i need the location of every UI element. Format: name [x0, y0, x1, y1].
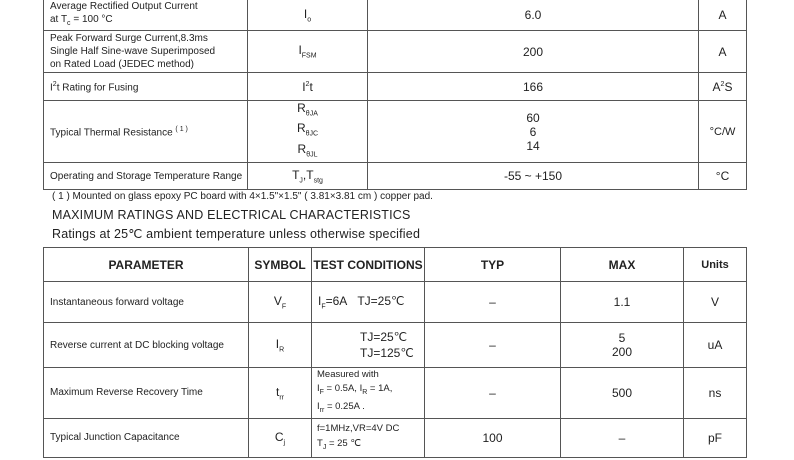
table-row — [44, 0, 747, 31]
table-row — [44, 73, 747, 101]
param-line: at $T_c = 100$ °C — [50, 14, 113, 27]
table-row — [44, 101, 747, 163]
unit-cell: uA — [684, 323, 747, 368]
param-cell: Typical Junction Capacitance — [44, 418, 249, 457]
symbol-cell: $I_{FSM}$ — [248, 31, 368, 73]
symbol-cell: $t_{rr}$ — [249, 368, 312, 419]
condition-cell: $I_F=6A$ TJ=25℃ — [312, 282, 425, 323]
header-test-conditions: TEST CONDITIONS — [312, 248, 425, 282]
condition-line: $I_{rr} = 0.25A$ . — [317, 400, 365, 414]
condition-cell — [312, 368, 425, 419]
section-subtitle: Ratings at 25℃ ambient temperature unless otherwise specified — [52, 227, 421, 241]
condition-cell — [312, 418, 425, 457]
symbol-cell: $V_F$ — [249, 282, 312, 323]
unit-cell: $A^2S$ — [699, 73, 747, 101]
footnote: ( 1 ) Mounted on glass epoxy PC board with 4×1.5"×1.5" ( 3.81×3.81 cm ) copper pad. — [52, 191, 433, 202]
header-row — [44, 248, 747, 282]
unit-cell: °C/W — [699, 101, 747, 163]
typ-cell: – — [425, 368, 561, 419]
header-max: MAX — [561, 248, 684, 282]
param-cell — [44, 31, 248, 73]
characteristics-table — [43, 247, 747, 458]
value-line: 6 — [529, 124, 537, 139]
table-row — [44, 163, 747, 190]
absolute-ratings-table — [43, 0, 747, 190]
table-row — [44, 323, 747, 368]
param-cell: Operating and Storage Temperature Range — [44, 163, 248, 190]
param-cell: Instantaneous forward voltage — [44, 282, 249, 323]
unit-cell: A — [699, 31, 747, 73]
table-row — [44, 31, 747, 73]
header-typ: TYP — [425, 248, 561, 282]
symbol-cell: $I_o$ — [248, 0, 368, 31]
value-cell: -55 ~ +150 — [368, 163, 699, 190]
unit-cell: ns — [684, 368, 747, 419]
param-line: Single Half Sine-wave Superimposed — [50, 46, 216, 57]
value-cell: 200 — [368, 31, 699, 73]
symbol-cell: $R_{\theta JA}$ $R_{\theta JC}$ $R_{\theta JL}$ — [248, 101, 368, 163]
symbol-cell: $I^2t$ — [248, 73, 368, 101]
max-cell: – — [561, 418, 684, 457]
param-line: Peak Forward Surge Current,8.3ms — [50, 33, 208, 44]
header-symbol: SYMBOL — [249, 248, 312, 282]
condition-line: TJ=25℃ — [360, 330, 408, 344]
param-cell: Maximum Reverse Recovery Time — [44, 368, 249, 419]
value-cell: 6.0 — [368, 0, 699, 31]
symbol-cell: $T_J,T_{stg}$ — [248, 163, 368, 190]
max-cell — [561, 323, 684, 368]
header-parameter: PARAMETER — [44, 248, 249, 282]
param-cell — [44, 0, 248, 31]
value-cell: 166 — [368, 73, 699, 101]
typ-cell: 100 — [425, 418, 561, 457]
param-line: Average Rectified Output Current — [50, 1, 198, 12]
condition-line: $T_J = 25$ ℃ — [317, 437, 362, 451]
condition-line: TJ=125℃ — [360, 346, 414, 360]
value-line: 60 — [526, 110, 540, 125]
max-line: 200 — [611, 345, 633, 359]
table-row — [44, 418, 747, 457]
condition-cell — [312, 323, 425, 368]
condition-line: Measured with — [317, 369, 379, 380]
condition-line: f=1MHz,VR=4V DC — [317, 422, 400, 434]
value-line: 14 — [526, 138, 540, 153]
typ-cell: – — [425, 323, 561, 368]
symbol-cell: $C_j$ — [249, 418, 312, 457]
table-row — [44, 368, 747, 419]
value-cell — [368, 101, 699, 163]
unit-cell: °C — [699, 163, 747, 190]
param-line: on Rated Load (JEDEC method) — [50, 59, 194, 70]
param-cell: Reverse current at DC blocking voltage — [44, 323, 249, 368]
unit-cell: pF — [684, 418, 747, 457]
symbol-cell: $I_R$ — [249, 323, 312, 368]
max-cell: 500 — [561, 368, 684, 419]
table-row — [44, 282, 747, 323]
max-line: 5 — [618, 331, 626, 345]
unit-cell: A — [699, 0, 747, 31]
max-cell: 1.1 — [561, 282, 684, 323]
typ-cell: – — [425, 282, 561, 323]
unit-cell: V — [684, 282, 747, 323]
param-cell: $I^2t$ Rating for Fusing — [44, 73, 248, 101]
header-units: Units — [684, 248, 747, 282]
section-title: MAXIMUM RATINGS AND ELECTRICAL CHARACTERISTICS — [52, 208, 411, 222]
param-cell: Typical Thermal Resistance $^{( 1 )}$ — [44, 101, 248, 163]
condition-line: $I_F = 0.5A$, $I_R = 1A$, — [317, 383, 393, 396]
